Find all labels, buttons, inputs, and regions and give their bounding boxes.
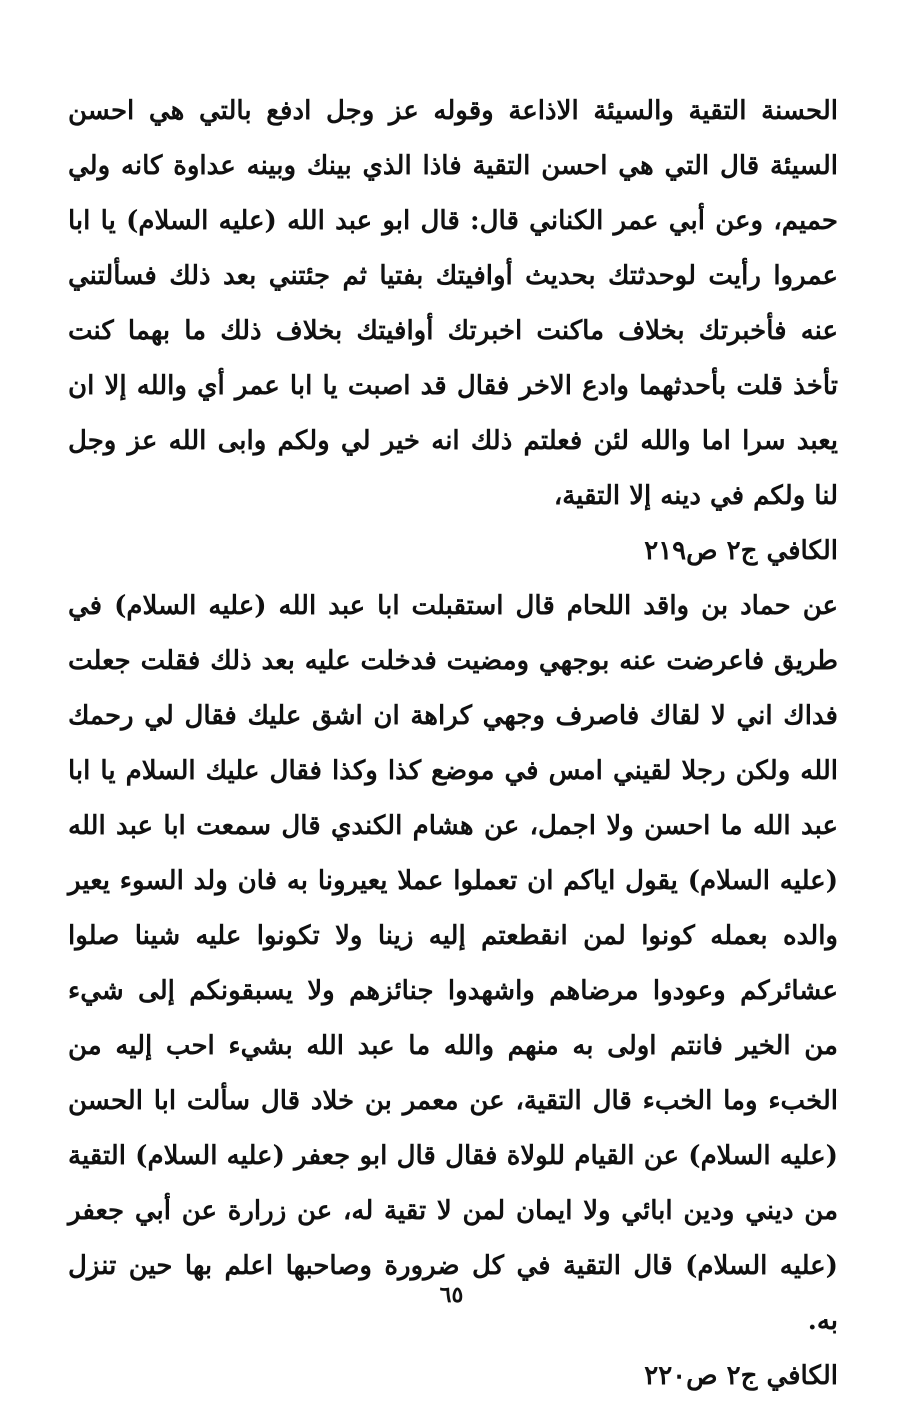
- source-reference-2: الكافي ج٢ ص٢٢٠: [644, 1361, 838, 1391]
- page-body: [68, 84, 838, 1404]
- source-reference-1: الكافي ج٢ ص٢١٩: [644, 536, 838, 566]
- paragraph-1: الحسنة التقية والسيئة الاذاعة وقوله عز وجل ادفع بالتي هي احسن السيئة قال التي هي احسن التقية فاذا الذي بينك وبينه عداوة كانه ولي حميم، وعن أبي عمر الكناني قال: قال ابو عبد الله (عليه السلام) يا ابا عمروا رأيت لوحدثتك بحديث أوافيتك بفتيا ثم جئتني بعد ذلك فسألتني عنه فأخبرتك بخلاف ماكنت اخبرتك أوافيتك بخلاف ذلك ما بهما كنت تأخذ قلت بأحدثهما وادع الاخر فقال قد اصبت يا ابا عمر أي والله إلا ان يعبد سرا اما والله لئن فعلتم ذلك انه خير لي ولكم وابى الله عز وجل لنا ولكم في دينه إلا التقية،: [68, 96, 838, 511]
- page-number: ٦٥: [439, 1282, 464, 1308]
- paragraph-2: عن حماد بن واقد اللحام قال استقبلت ابا عبد الله (عليه السلام) في طريق فاعرضت عنه بوجهي ومضيت فدخلت عليه بعد ذلك فقلت جعلت فداك اني لا لقاك فاصرف وجهي كراهة ان اشق عليك فقال لي رحمك الله ولكن رجلا لقيني امس في موضع كذا وكذا فقال عليك السلام يا ابا عبد الله ما احسن ولا اجمل، عن هشام الكندي قال سمعت ابا عبد الله (عليه السلام) يقول اياكم ان تعملوا عملا يعيرونا به فان ولد السوء يعير والده بعمله كونوا لمن انقطعتم إليه زينا ولا تكونوا عليه شينا صلوا عشائركم وعودوا مرضاهم واشهدوا جنائزهم ولا يسبقونكم إلى شيء من الخير فانتم اولى به منهم والله ما عبد الله بشيء احب إليه من الخبء وما الخبء قال التقية، عن معمر بن خلاد قال سألت ابا الحسن (عليه السلام) عن القيام للولاة فقال قال ابو جعفر (عليه السلام) التقية من ديني ودين ابائي ولا ايمان لمن لا تقية له، عن زرارة عن أبي جعفر (عليه السلام) قال التقية في كل ضرورة وصاحبها اعلم بها حين تنزل به.: [68, 591, 838, 1336]
